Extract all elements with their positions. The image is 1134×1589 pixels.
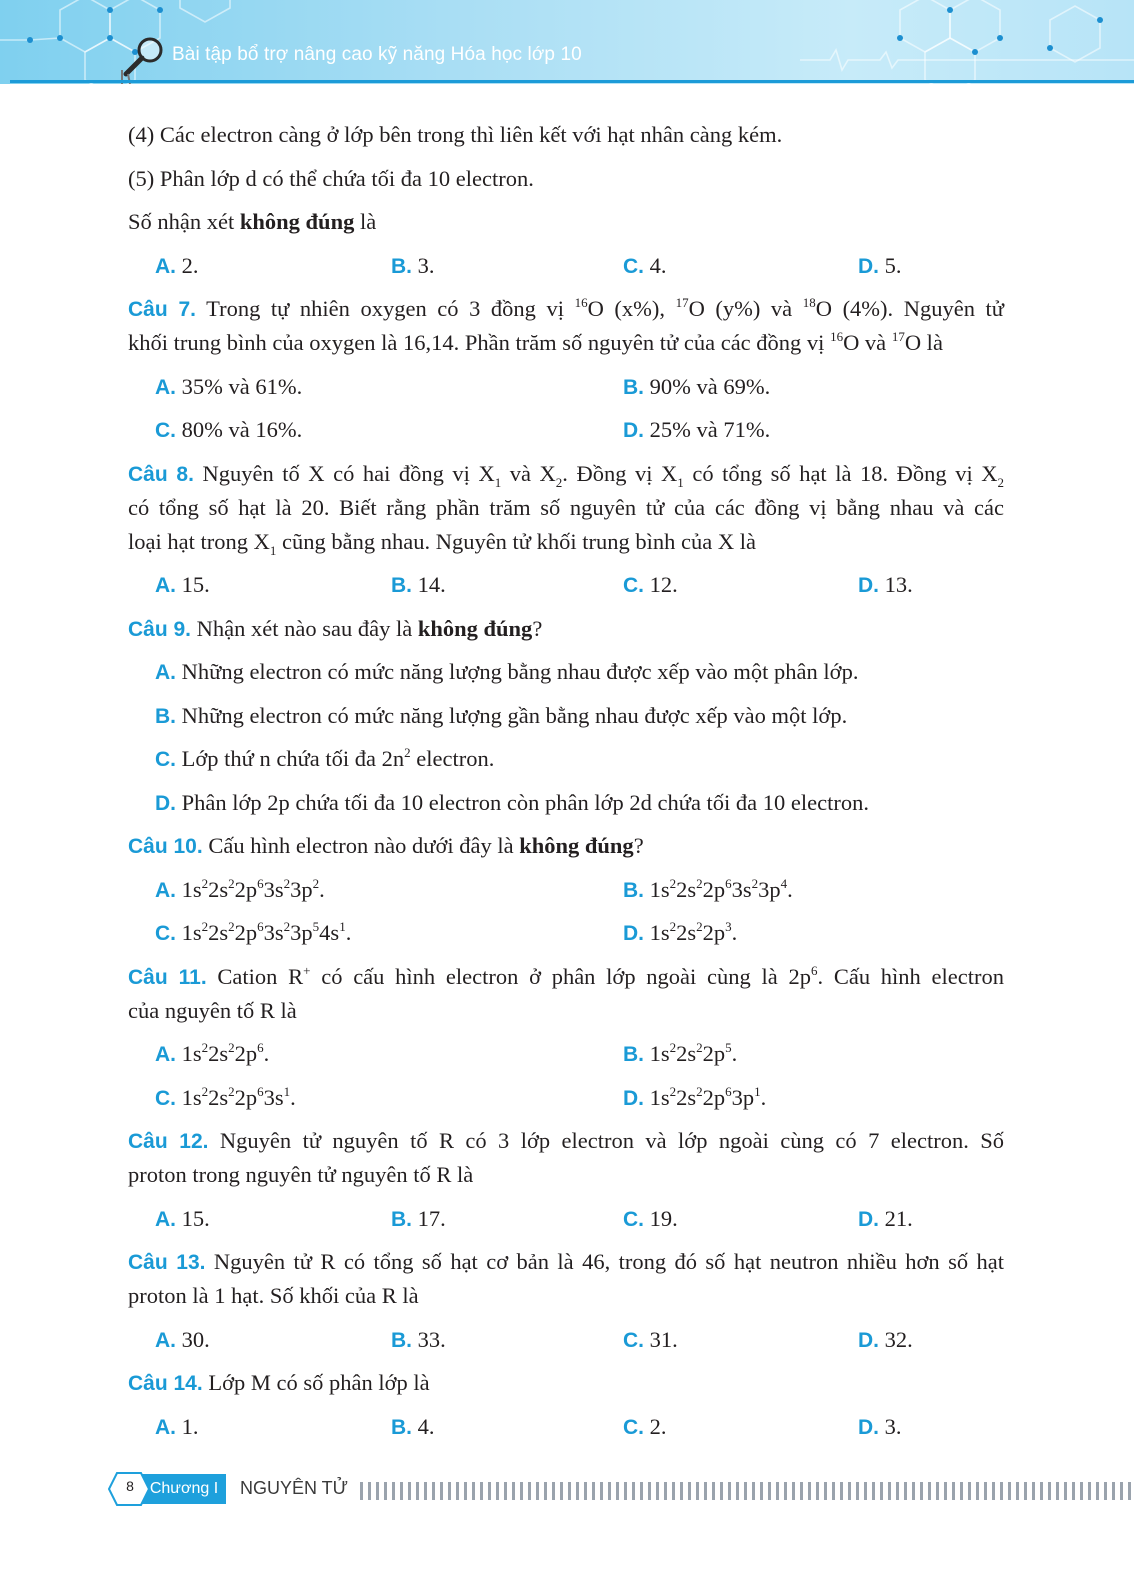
- options-row: [128, 1323, 1004, 1357]
- options-row: [128, 1410, 1004, 1444]
- options-row: [128, 1081, 1004, 1115]
- option-c[interactable]: C. Lớp thứ n chứa tối đa $2n^2$ electron.: [155, 745, 495, 771]
- question-stem: Số nhận xét không đúng là: [128, 209, 377, 234]
- options-row: [128, 413, 1004, 447]
- option-c[interactable]: C. 31.: [623, 1326, 678, 1352]
- option-d[interactable]: D. 3.: [858, 1413, 902, 1439]
- question-13-line-2: proton là 1 hạt. Số khối của R là: [128, 1283, 419, 1308]
- option-c[interactable]: C. 19.: [623, 1205, 678, 1231]
- option-a[interactable]: A. 35% và 61%.: [155, 373, 303, 399]
- options-row: [128, 249, 1004, 283]
- page-header: [0, 0, 1134, 84]
- question-14: Câu 14. Lớp M có số phân lớp là: [128, 1370, 430, 1395]
- option-d[interactable]: D. 5.: [858, 252, 902, 278]
- options-row: [128, 916, 1004, 950]
- option-a[interactable]: A. $1s^22s^22p^63s^23p^2$.: [155, 875, 325, 902]
- options-row: [128, 873, 1004, 907]
- footer-tick-pattern: [358, 1482, 1134, 1502]
- question-12: Câu 12. Nguyên tử nguyên tố R có 3 lớp electron và lớp ngoài cùng có 7 electron. Số: [128, 1128, 1004, 1153]
- question-7-line-2: khối trung bình của oxygen là 16,14. Phần trăm số nguyên tử của các đồng vị $^{16}$O và $^{17}$O là: [128, 329, 943, 355]
- option-a[interactable]: A. $1s^22s^22p^6$.: [155, 1040, 270, 1066]
- option-b[interactable]: B. 33.: [391, 1326, 446, 1352]
- magnifier-icon: [112, 30, 168, 84]
- question-8: Câu 8. Nguyên tố X có hai đồng vị $X_1$ và $X_2$. Đồng vị $X_1$ có tổng số hạt là 18. Đồng vị $X_2$: [128, 460, 1004, 490]
- question-10: Câu 10. Cấu hình electron nào dưới đây là không đúng?: [128, 833, 644, 858]
- option-a[interactable]: A. 15.: [155, 572, 210, 597]
- option-b[interactable]: B. 3.: [391, 252, 435, 278]
- option-c[interactable]: C. 4.: [623, 252, 667, 278]
- option-a[interactable]: A. Những electron có mức năng lượng bằng nhau được xếp vào một phân lớp.: [155, 659, 859, 684]
- chapter-title: NGUYÊN TỬ: [240, 1478, 349, 1498]
- question-8-line-3: loại hạt trong $X_1$ cũng bằng nhau. Nguyên tử khối trung bình của X là: [128, 528, 756, 558]
- options-row: [128, 370, 1004, 404]
- option-c[interactable]: C. $1s^22s^22p^63s^1$.: [155, 1083, 296, 1110]
- option-b[interactable]: B. 14.: [391, 572, 446, 597]
- option-d[interactable]: D. 13.: [858, 572, 913, 597]
- question-8-line-2: có tổng số hạt là 20. Biết rằng phần trăm số nguyên tử của các đồng vị bằng nhau và các: [128, 494, 1004, 520]
- option-d[interactable]: D. 25% và 71%.: [623, 417, 771, 442]
- header-divider: [10, 80, 1134, 83]
- molecule-pattern-decoration: [0, 0, 1134, 84]
- option-b[interactable]: B. 4.: [391, 1413, 435, 1439]
- statement-4: (4) Các electron càng ở lớp bên trong thì liên kết với hạt nhân càng kém.: [128, 122, 783, 147]
- question-9: Câu 9. Nhận xét nào sau đây là không đúng?: [128, 615, 543, 641]
- options-row: [128, 1202, 1004, 1236]
- page-footer: [0, 1470, 1134, 1510]
- option-a[interactable]: A. 2.: [155, 252, 199, 278]
- question-13: Câu 13. Nguyên tử R có tổng số hạt cơ bản là 46, trong đó số hạt neutron nhiều hơn số hạt: [128, 1249, 1004, 1274]
- option-b[interactable]: B. 17.: [391, 1205, 446, 1231]
- options-row: [128, 568, 1004, 602]
- question-7: Câu 7. Trong tự nhiên oxygen có 3 đồng vị $^{16}$O (x%), $^{17}$O (y%) và $^{18}$O (4%). Nguyên tử: [128, 295, 1004, 321]
- page-number: 8: [126, 1478, 134, 1494]
- options-row: [128, 1037, 1004, 1071]
- option-a[interactable]: A. 1.: [155, 1413, 199, 1439]
- question-11: Câu 11. Cation R+ có cấu hình electron ở phân lớp ngoài cùng là $2p^6$. Cấu hình electron: [128, 962, 1004, 989]
- option-a[interactable]: A. 15.: [155, 1205, 210, 1231]
- question-11-line-2: của nguyên tố R là: [128, 997, 297, 1023]
- option-d[interactable]: D. Phân lớp 2p chứa tối đa 10 electron còn phân lớp 2d chứa tối đa 10 electron.: [155, 789, 869, 815]
- option-b[interactable]: B. 90% và 69%.: [623, 373, 771, 399]
- header-title: Bài tập bổ trợ nâng cao kỹ năng Hóa học lớp 10: [172, 44, 582, 65]
- option-b[interactable]: B. $1s^22s^22p^5$.: [623, 1040, 738, 1066]
- option-d[interactable]: D. 21.: [858, 1205, 913, 1231]
- option-b[interactable]: B. $1s^22s^22p^63s^23p^4$.: [623, 875, 793, 902]
- option-d[interactable]: D. $1s^22s^22p^3$.: [623, 919, 738, 945]
- option-a[interactable]: A. 30.: [155, 1326, 210, 1352]
- question-12-line-2: proton trong nguyên tử nguyên tố R là: [128, 1162, 474, 1187]
- question-content: [128, 118, 1004, 1444]
- statement-5: (5) Phân lớp d có thể chứa tối đa 10 electron.: [128, 165, 534, 191]
- option-b[interactable]: B. Những electron có mức năng lượng gần bằng nhau được xếp vào một lớp.: [155, 702, 848, 728]
- option-c[interactable]: C. 2.: [623, 1413, 667, 1439]
- option-d[interactable]: D. $1s^22s^22p^63p^1$.: [623, 1083, 767, 1110]
- option-c[interactable]: C. 80% và 16%.: [155, 417, 303, 442]
- chapter-tab: Chương I: [142, 1474, 226, 1504]
- option-d[interactable]: D. 32.: [858, 1326, 913, 1352]
- option-c[interactable]: C. $1s^22s^22p^63s^23p^54s^1$.: [155, 919, 352, 945]
- option-c[interactable]: C. 12.: [623, 572, 678, 597]
